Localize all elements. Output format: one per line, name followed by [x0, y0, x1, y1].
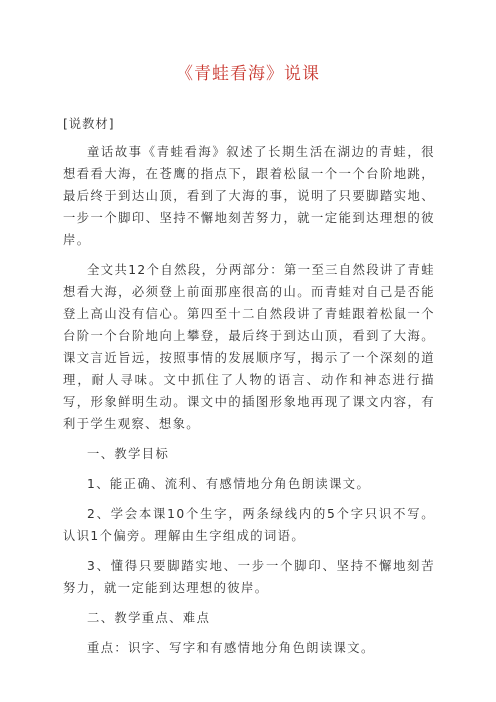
goal-item: 3、懂得只要脚踏实地、一步一个脚印、坚持不懈地刻苦努力，就一定能到达理想的彼岸。: [63, 559, 435, 595]
section-heading: [说教材]: [63, 117, 115, 131]
goal-item: 2、学会本课10个生字，两条绿线内的5个字只识不写。认识1个偏旁。理解由生字组成的词语。: [63, 507, 435, 543]
paragraph: 童话故事《青蛙看海》叙述了长期生活在湖边的青蛙，很想看看大海，在苍鹰的指点下，跟着松鼠一个一个台阶地跳，最后终于到达山顶，看到了大海的事，说明了只要脚踏实地、一步一个脚印、坚持不懈地刻苦努力，就一定能到达理想的彼岸。: [63, 145, 435, 247]
document-body: [63, 113, 435, 659]
paragraph: 全文共12个自然段，分两部分：第一至三自然段讲了青蛙想看大海，必须登上前面那座很高的山。而青蛙对自己是否能登上高山没有信心。第四至十二自然段讲了青蛙跟着松鼠一个台阶一个台阶地向上攀登，最后终于到达山顶，看到了大海。课文言近旨远，按照事情的发展顺序写，揭示了一个深刻的道理，耐人寻味。文中抓住了人物的语言、动作和神态进行描写，形象鲜明生动。课文中的插图形象地再现了课文内容，有利于学生观察、想象。: [63, 263, 435, 431]
goal-item: 1、能正确、流利、有感情地分角色朗读课文。: [87, 477, 371, 491]
goals-heading: 一、教学目标: [87, 447, 170, 461]
focus-text: 重点：识字、写字和有感情地分角色朗读课文。: [87, 641, 375, 655]
document-title: 《青蛙看海》说课: [176, 64, 320, 84]
focus-heading: 二、教学重点、难点: [87, 611, 211, 625]
